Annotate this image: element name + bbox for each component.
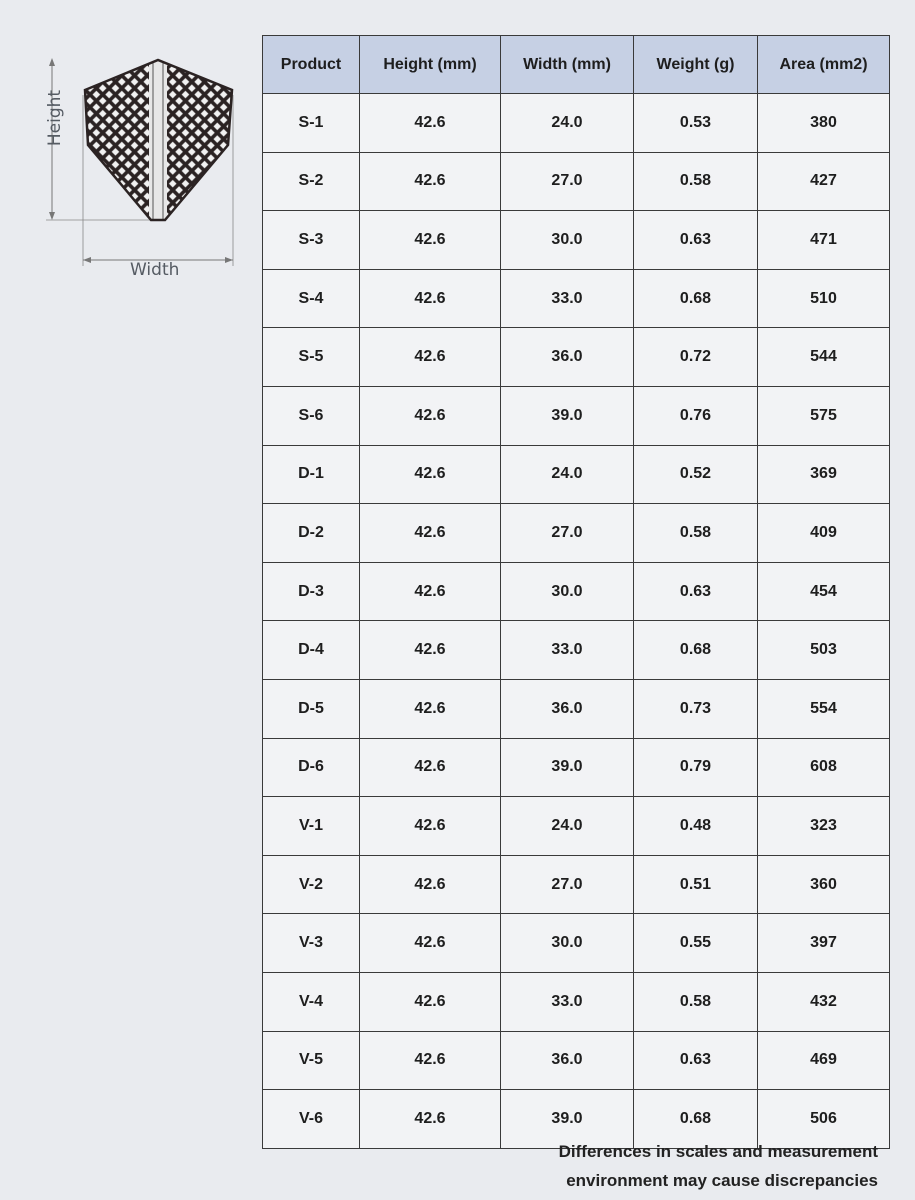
header-product: Product bbox=[263, 36, 360, 94]
cell-height: 42.6 bbox=[360, 621, 501, 680]
cell-product: S-6 bbox=[263, 386, 360, 445]
cell-width: 33.0 bbox=[501, 269, 634, 328]
table-row bbox=[263, 269, 890, 328]
cell-product: V-1 bbox=[263, 797, 360, 856]
cell-product: V-6 bbox=[263, 1090, 360, 1149]
cell-product: D-1 bbox=[263, 445, 360, 504]
cell-weight: 0.55 bbox=[634, 914, 758, 973]
table-row bbox=[263, 972, 890, 1031]
cell-weight: 0.58 bbox=[634, 504, 758, 563]
cell-area: 469 bbox=[758, 1031, 890, 1090]
cell-area: 397 bbox=[758, 914, 890, 973]
cell-height: 42.6 bbox=[360, 562, 501, 621]
cell-width: 30.0 bbox=[501, 914, 634, 973]
cell-area: 510 bbox=[758, 269, 890, 328]
table-row bbox=[263, 152, 890, 211]
cell-width: 27.0 bbox=[501, 504, 634, 563]
width-label: Width bbox=[130, 260, 180, 280]
header-row bbox=[263, 36, 890, 94]
table-row bbox=[263, 738, 890, 797]
table-row bbox=[263, 94, 890, 153]
cell-weight: 0.68 bbox=[634, 1090, 758, 1149]
cell-weight: 0.52 bbox=[634, 445, 758, 504]
cell-product: V-2 bbox=[263, 855, 360, 914]
cell-weight: 0.63 bbox=[634, 1031, 758, 1090]
table-row bbox=[263, 211, 890, 270]
cell-weight: 0.68 bbox=[634, 269, 758, 328]
cell-area: 369 bbox=[758, 445, 890, 504]
table-row bbox=[263, 797, 890, 856]
cell-area: 544 bbox=[758, 328, 890, 387]
cell-height: 42.6 bbox=[360, 94, 501, 153]
table-row bbox=[263, 914, 890, 973]
cell-product: V-5 bbox=[263, 1031, 360, 1090]
table-row bbox=[263, 1031, 890, 1090]
cell-width: 33.0 bbox=[501, 972, 634, 1031]
cell-width: 36.0 bbox=[501, 1031, 634, 1090]
cell-weight: 0.53 bbox=[634, 94, 758, 153]
cell-product: S-3 bbox=[263, 211, 360, 270]
flight-diagram bbox=[20, 50, 250, 290]
header-width: Width (mm) bbox=[501, 36, 634, 94]
cell-weight: 0.58 bbox=[634, 152, 758, 211]
cell-height: 42.6 bbox=[360, 386, 501, 445]
cell-area: 471 bbox=[758, 211, 890, 270]
cell-weight: 0.63 bbox=[634, 562, 758, 621]
table-row bbox=[263, 621, 890, 680]
cell-width: 39.0 bbox=[501, 1090, 634, 1149]
cell-area: 427 bbox=[758, 152, 890, 211]
header-height: Height (mm) bbox=[360, 36, 501, 94]
cell-width: 24.0 bbox=[501, 445, 634, 504]
cell-width: 33.0 bbox=[501, 621, 634, 680]
cell-area: 409 bbox=[758, 504, 890, 563]
cell-area: 380 bbox=[758, 94, 890, 153]
cell-area: 503 bbox=[758, 621, 890, 680]
cell-height: 42.6 bbox=[360, 328, 501, 387]
cell-width: 27.0 bbox=[501, 152, 634, 211]
cell-height: 42.6 bbox=[360, 211, 501, 270]
cell-product: S-4 bbox=[263, 269, 360, 328]
cell-width: 39.0 bbox=[501, 738, 634, 797]
cell-width: 39.0 bbox=[501, 386, 634, 445]
cell-height: 42.6 bbox=[360, 679, 501, 738]
cell-weight: 0.51 bbox=[634, 855, 758, 914]
cell-height: 42.6 bbox=[360, 504, 501, 563]
table-row bbox=[263, 504, 890, 563]
table-row bbox=[263, 679, 890, 738]
cell-area: 575 bbox=[758, 386, 890, 445]
cell-height: 42.6 bbox=[360, 1031, 501, 1090]
spec-table bbox=[262, 35, 890, 1149]
dart-flight-icon bbox=[20, 50, 250, 290]
cell-product: D-3 bbox=[263, 562, 360, 621]
cell-width: 30.0 bbox=[501, 211, 634, 270]
cell-product: S-2 bbox=[263, 152, 360, 211]
note-line-1: Differences in scales and measurement bbox=[558, 1142, 878, 1161]
cell-weight: 0.68 bbox=[634, 621, 758, 680]
cell-height: 42.6 bbox=[360, 914, 501, 973]
cell-height: 42.6 bbox=[360, 972, 501, 1031]
cell-height: 42.6 bbox=[360, 1090, 501, 1149]
header-area: Area (mm2) bbox=[758, 36, 890, 94]
cell-weight: 0.72 bbox=[634, 328, 758, 387]
cell-width: 24.0 bbox=[501, 797, 634, 856]
cell-area: 323 bbox=[758, 797, 890, 856]
disclaimer-note bbox=[559, 1137, 878, 1195]
table-row bbox=[263, 855, 890, 914]
cell-height: 42.6 bbox=[360, 269, 501, 328]
cell-weight: 0.73 bbox=[634, 679, 758, 738]
height-label: Height bbox=[45, 89, 65, 147]
cell-product: D-5 bbox=[263, 679, 360, 738]
cell-height: 42.6 bbox=[360, 797, 501, 856]
cell-product: S-5 bbox=[263, 328, 360, 387]
table-row bbox=[263, 328, 890, 387]
cell-product: V-4 bbox=[263, 972, 360, 1031]
cell-width: 24.0 bbox=[501, 94, 634, 153]
cell-height: 42.6 bbox=[360, 152, 501, 211]
cell-product: S-1 bbox=[263, 94, 360, 153]
cell-height: 42.6 bbox=[360, 738, 501, 797]
cell-area: 608 bbox=[758, 738, 890, 797]
cell-product: D-6 bbox=[263, 738, 360, 797]
table-row bbox=[263, 445, 890, 504]
cell-weight: 0.76 bbox=[634, 386, 758, 445]
cell-weight: 0.63 bbox=[634, 211, 758, 270]
note-line-2: environment may cause discrepancies bbox=[566, 1171, 878, 1190]
cell-area: 360 bbox=[758, 855, 890, 914]
table-row bbox=[263, 562, 890, 621]
cell-product: D-4 bbox=[263, 621, 360, 680]
cell-area: 454 bbox=[758, 562, 890, 621]
header-weight: Weight (g) bbox=[634, 36, 758, 94]
cell-height: 42.6 bbox=[360, 855, 501, 914]
cell-area: 554 bbox=[758, 679, 890, 738]
cell-width: 36.0 bbox=[501, 679, 634, 738]
cell-weight: 0.58 bbox=[634, 972, 758, 1031]
cell-product: V-3 bbox=[263, 914, 360, 973]
cell-weight: 0.79 bbox=[634, 738, 758, 797]
table-row bbox=[263, 386, 890, 445]
cell-width: 27.0 bbox=[501, 855, 634, 914]
cell-weight: 0.48 bbox=[634, 797, 758, 856]
cell-width: 30.0 bbox=[501, 562, 634, 621]
cell-area: 432 bbox=[758, 972, 890, 1031]
cell-width: 36.0 bbox=[501, 328, 634, 387]
cell-product: D-2 bbox=[263, 504, 360, 563]
cell-height: 42.6 bbox=[360, 445, 501, 504]
cell-area: 506 bbox=[758, 1090, 890, 1149]
